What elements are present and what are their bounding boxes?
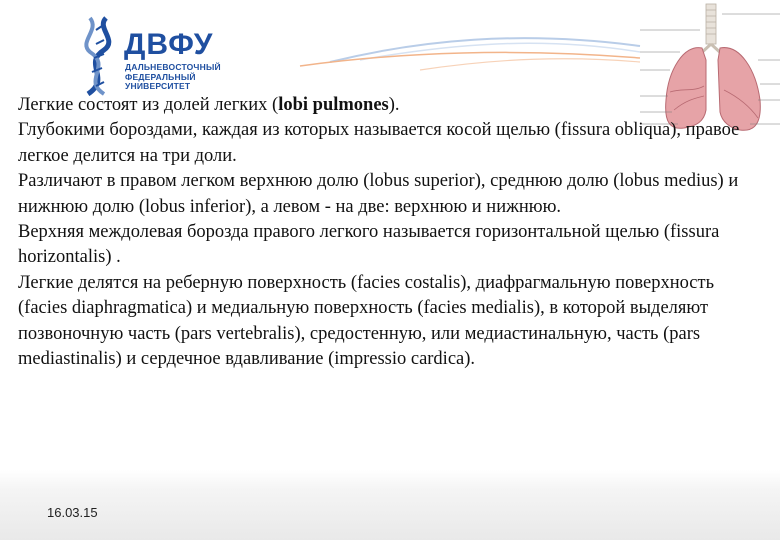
logo-subtitle-line: ДАЛЬНЕВОСТОЧНЫЙ (125, 62, 221, 72)
footer-band (0, 470, 780, 540)
paragraph (18, 93, 746, 118)
body-text (18, 93, 746, 372)
latin-term: lobi pulmones (278, 95, 389, 115)
paragraph: Различают в правом легком верхнюю долю (lobus superior), среднюю долю (lobus medius) и нижнюю долю (lobus inferior), а левом - на две: верхнюю и нижнюю. (18, 171, 739, 217)
dna-helix-icon (78, 16, 120, 96)
paragraph: Глубокими бороздами, каждая из которых называется косой щелью (fissura obliqua), правое легкое делится на три доли. (18, 120, 740, 166)
paragraph-text: Легкие состоят из долей легких ( (18, 95, 279, 115)
paragraph-text: ). (388, 95, 400, 115)
logo-brand: ДВФУ (124, 28, 214, 61)
paragraph: Легкие делятся на реберную поверхность (facies costalis), диафрагмальную поверхность (facies diaphragmatica) и медиальную поверхность (facies medialis), в которой выделяют позвоночную часть (pars vertebralis), средостенную, или медиастинальную, часть (pars mediastinalis) и сердечное вдавливание (impressio cardica). (18, 272, 715, 370)
paragraph: Верхняя междолевая борозда правого легкого называется горизонтальной щелью (fissura horizontalis) . (18, 222, 720, 268)
logo-subtitle (125, 63, 221, 92)
university-logo (78, 16, 221, 98)
logo-subtitle-line: УНИВЕРСИТЕТ (125, 81, 191, 91)
logo-subtitle-line: ФЕДЕРАЛЬНЫЙ (125, 71, 196, 82)
footer-date: 16.03.15 (47, 505, 98, 520)
